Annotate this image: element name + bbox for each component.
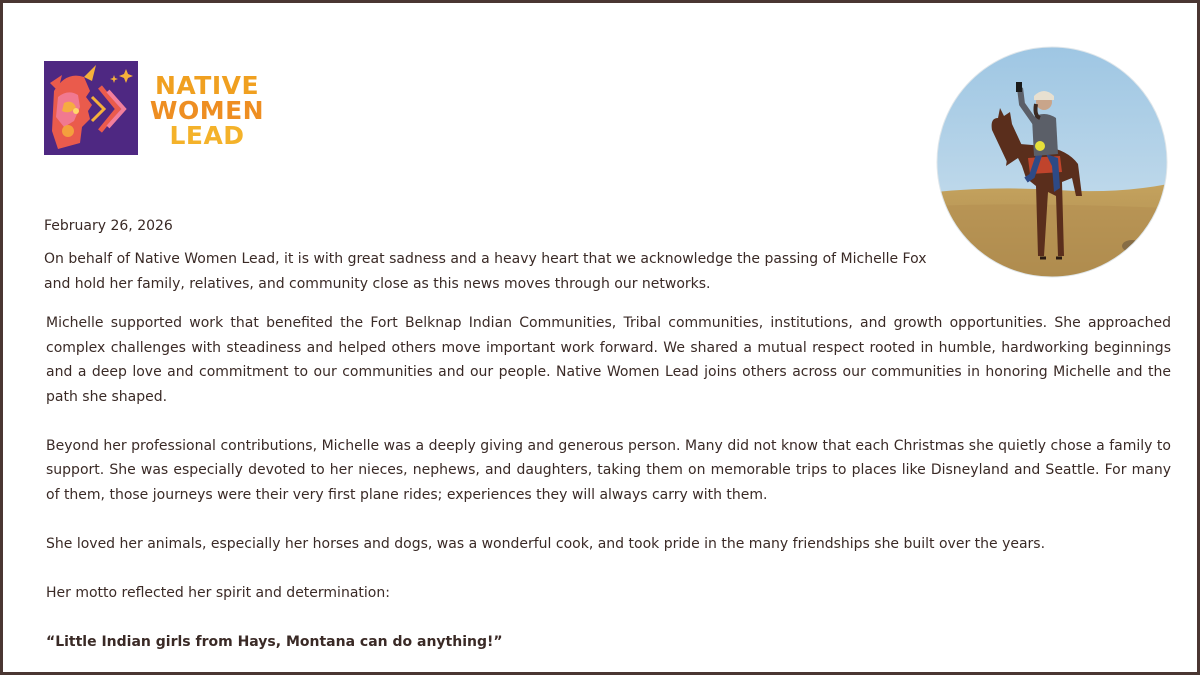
letter-body (46, 311, 1171, 679)
native-women-lead-logo (44, 61, 274, 155)
motto-quote: “Little Indian girls from Hays, Montana can do anything!” (46, 633, 503, 650)
logo-line-native: NATIVE (154, 71, 260, 100)
letter-date: February 26, 2026 (44, 218, 173, 234)
portrait-woman-on-horse-icon (936, 46, 1168, 278)
paragraph-generosity: Beyond her professional contributions, Michelle was a deeply giving and generous person. Many did not know that each Christmas she quietly chose a family to support. She was especially devoted to her nieces, nephews, and daughters, taking them on memorable trips to places like Disneyland and Seattle. For many of them, those journeys were their very first plane rides; experiences they will always carry with them. (46, 437, 1171, 503)
paragraph-animals: She loved her animals, especially her horses and dogs, was a wonderful cook, and took pride in the many friendships she built over the years. (46, 535, 1046, 552)
intro-paragraph: On behalf of Native Women Lead, it is with great sadness and a heavy heart that we acknowledge the passing of Michelle Fox and hold her family, relatives, and community close as this news moves through our networks. (44, 251, 927, 292)
native-woman-profile-icon (44, 61, 138, 155)
paragraph-motto-intro: Her motto reflected her spirit and determination: (46, 584, 390, 601)
logo-line-women: WOMEN (149, 96, 265, 125)
paragraph-work: Michelle supported work that benefited the Fort Belknap Indian Communities, Tribal communities, institutions, and growth opportunities. She approached complex challenges with steadiness and helped others move important work forward. We shared a mutual respect rooted in humble, hardworking beginnings and a deep love and commitment to our communities and our people. Native Women Lead joins others across our communities in honoring Michelle and the path she shaped. (46, 315, 1171, 405)
logo-line-lead: LEAD (169, 121, 245, 150)
logo-wordmark (148, 73, 266, 148)
